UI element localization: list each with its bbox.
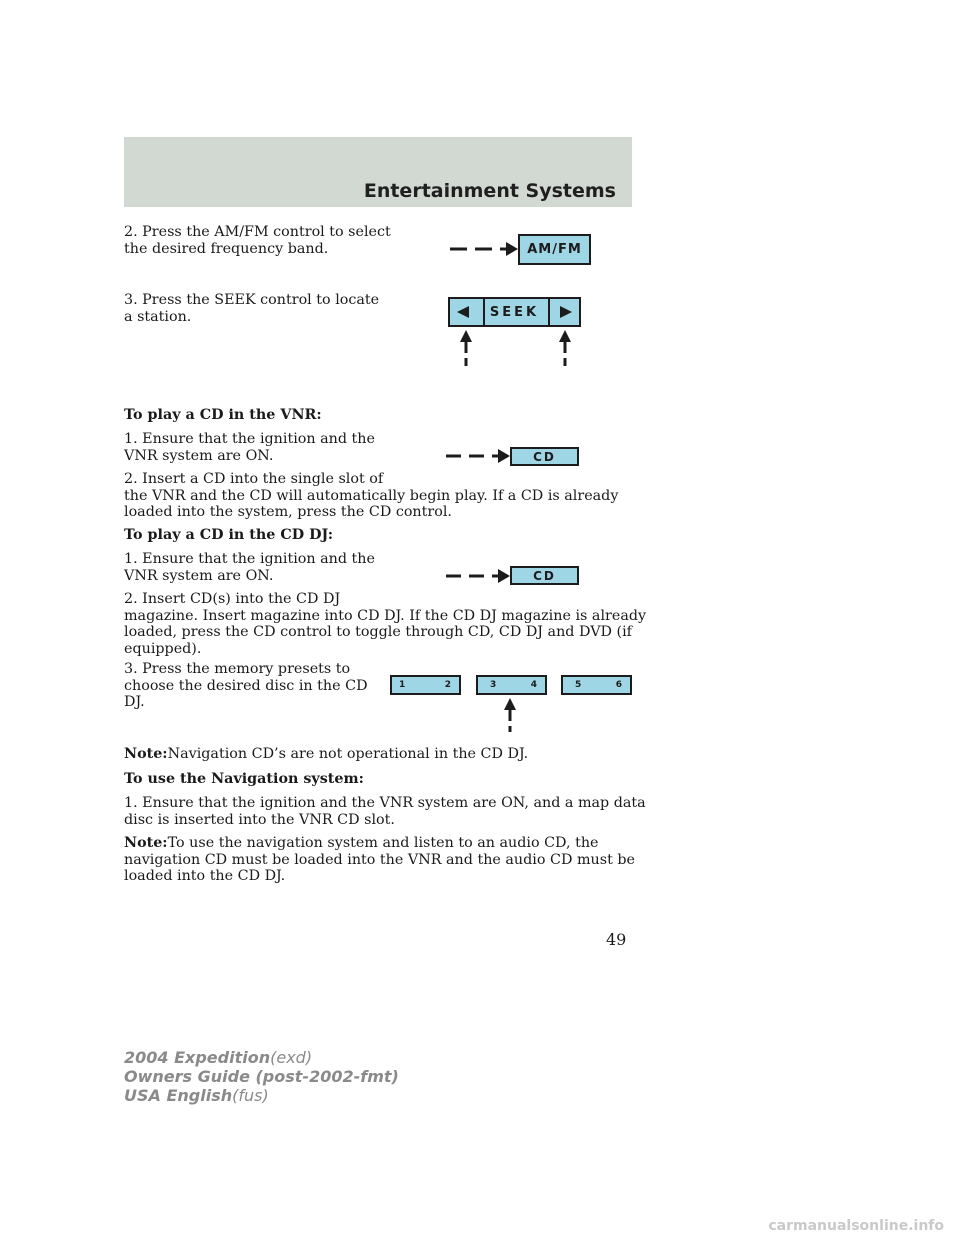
seek-divider	[483, 297, 485, 327]
up-arrow-icon	[502, 697, 518, 733]
dashed-arrow-icon	[444, 565, 512, 587]
seek-label: SEEK	[489, 304, 540, 320]
cd-button: CD	[510, 447, 579, 466]
up-arrow-icon	[557, 329, 573, 367]
note-cddj	[124, 746, 528, 763]
footer-model-code: (exd)	[270, 1048, 313, 1067]
preset-number: 4	[530, 680, 537, 690]
preset-number: 5	[575, 680, 582, 690]
preset-number: 3	[490, 680, 497, 690]
note-label: Note:	[124, 746, 168, 762]
step-cddj-3: 3. Press the memory presets to choose the desired disc in the CD DJ.	[124, 661, 368, 710]
section-title: Entertainment Systems	[363, 180, 616, 202]
step-vnr-2: 2. Insert a CD into the single slot of the VNR and the CD will automatically begin play. If a CD is already loaded into the system, press the CD control.	[124, 471, 619, 520]
step-amfm: 2. Press the AM/FM control to select the desired frequency band.	[124, 224, 391, 257]
note-text: To use the navigation system and listen to an audio CD, the navigation CD must be loaded into the VNR and the audio CD must be loaded into the CD DJ.	[124, 835, 635, 884]
seek-right-icon	[559, 305, 573, 319]
preset-number: 2	[444, 680, 451, 690]
document-footer	[124, 1048, 399, 1105]
preset-button-1-2	[390, 675, 461, 695]
step-cddj-1: 1. Ensure that the ignition and the VNR system are ON.	[124, 551, 375, 584]
preset-button-3-4	[476, 675, 547, 695]
note-label: Note:	[124, 835, 168, 851]
footer-model: 2004 Expedition	[124, 1048, 271, 1067]
preset-number: 1	[399, 680, 406, 690]
step-seek: 3. Press the SEEK control to locate a station.	[124, 292, 380, 325]
dashed-arrow-icon	[444, 445, 512, 467]
seek-control	[448, 297, 581, 327]
note-navigation	[124, 835, 635, 885]
seek-divider	[548, 297, 550, 327]
heading-navigation: To use the Navigation system:	[124, 771, 364, 787]
preset-number: 6	[615, 680, 622, 690]
footer-guide: Owners Guide (post-2002-fmt)	[124, 1067, 399, 1086]
up-arrow-icon	[458, 329, 474, 367]
note-text: Navigation CD’s are not operational in the CD DJ.	[167, 746, 529, 762]
preset-button-5-6	[561, 675, 632, 695]
watermark: carmanualsonline.info	[768, 1218, 944, 1234]
section-header	[124, 137, 632, 207]
footer-language-code: (fus)	[232, 1086, 269, 1105]
heading-cddj: To play a CD in the CD DJ:	[124, 527, 333, 543]
step-vnr-1: 1. Ensure that the ignition and the VNR system are ON.	[124, 431, 375, 464]
step-cddj-2: 2. Insert CD(s) into the CD DJ magazine. Insert magazine into CD DJ. If the CD DJ magazine is already loaded, press the CD control to toggle through CD, CD DJ and DVD (if equipped).	[124, 591, 647, 657]
amfm-button: AM/FM	[518, 234, 591, 265]
seek-left-icon	[456, 305, 470, 319]
dashed-arrow-icon	[448, 238, 520, 260]
page-number: 49	[606, 930, 627, 949]
cd-button: CD	[510, 566, 579, 585]
step-nav-1: 1. Ensure that the ignition and the VNR system are ON, and a map data disc is inserted into the VNR CD slot.	[124, 795, 646, 828]
footer-language: USA English	[124, 1086, 233, 1105]
heading-vnr: To play a CD in the VNR:	[124, 407, 322, 423]
